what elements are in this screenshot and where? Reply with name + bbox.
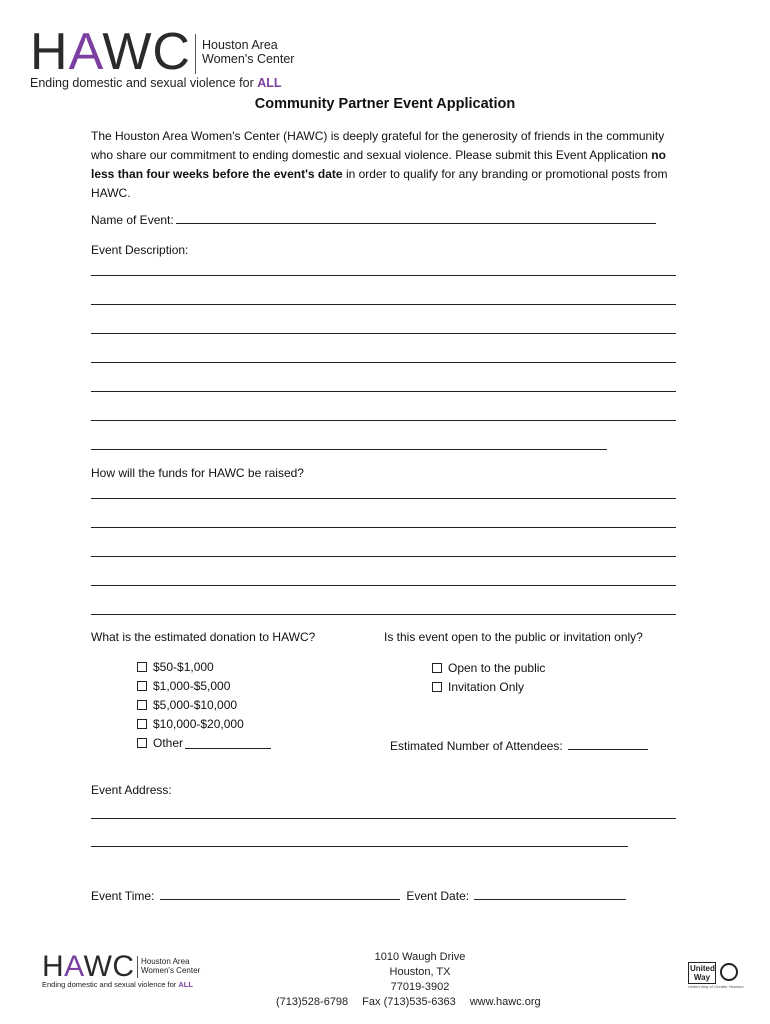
name-of-event-label: Name of Event: bbox=[91, 213, 656, 227]
event-date-field[interactable] bbox=[474, 889, 626, 900]
logo-org-name: Houston Area Women's Center bbox=[202, 38, 295, 66]
description-line[interactable] bbox=[91, 449, 607, 450]
access-option[interactable]: Invitation Only bbox=[432, 680, 524, 694]
event-address-label: Event Address: bbox=[91, 783, 172, 797]
name-of-event-field[interactable] bbox=[176, 213, 656, 224]
address-line[interactable] bbox=[91, 846, 628, 847]
funds-line[interactable] bbox=[91, 498, 676, 499]
footer-address: 1010 Waugh Drive Houston, TX 77019-3902 bbox=[374, 951, 466, 993]
description-line[interactable] bbox=[91, 275, 676, 276]
description-line[interactable] bbox=[91, 333, 676, 334]
footer-website: www.hawc.org bbox=[469, 996, 541, 1008]
hawc-logo bbox=[30, 23, 330, 92]
other-amount-field[interactable] bbox=[185, 738, 271, 749]
footer-logo-wordmark: HAWC bbox=[42, 950, 135, 983]
checkbox-icon[interactable] bbox=[137, 719, 147, 729]
footer-contact bbox=[276, 996, 555, 1008]
united-way-logo: United Way United Way of Greater Houston bbox=[688, 964, 744, 989]
logo-wordmark: HAWC bbox=[30, 23, 191, 81]
funds-line[interactable] bbox=[91, 527, 676, 528]
checkbox-icon[interactable] bbox=[432, 682, 442, 692]
funds-line[interactable] bbox=[91, 585, 676, 586]
logo-tagline: Ending domestic and sexual violence for ALL bbox=[30, 76, 282, 90]
donation-option[interactable]: $5,000-$10,000 bbox=[137, 698, 237, 712]
attendees-label: Estimated Number of Attendees: bbox=[390, 739, 648, 753]
donation-option[interactable]: $50-$1,000 bbox=[137, 660, 214, 674]
attendees-field[interactable] bbox=[568, 739, 648, 750]
description-line[interactable] bbox=[91, 391, 676, 392]
description-line[interactable] bbox=[91, 362, 676, 363]
footer-hawc-logo: HAWC Houston Area Women's Center Ending domestic and sexual violence for ALL bbox=[42, 950, 201, 989]
event-date-label: Event Date: bbox=[406, 889, 470, 903]
event-description-label: Event Description: bbox=[91, 243, 189, 257]
checkbox-icon[interactable] bbox=[137, 738, 147, 748]
footer-fax: Fax (713)535-6363 bbox=[362, 996, 456, 1008]
donation-option[interactable]: $10,000-$20,000 bbox=[137, 717, 244, 731]
united-way-emblem-icon bbox=[720, 963, 738, 981]
donation-question-label: What is the estimated donation to HAWC? bbox=[91, 630, 316, 644]
access-question-label: Is this event open to the public or invitation only? bbox=[384, 630, 643, 644]
funds-line[interactable] bbox=[91, 556, 676, 557]
access-option[interactable]: Open to the public bbox=[432, 661, 545, 675]
donation-option-other[interactable]: Other bbox=[137, 736, 271, 750]
funds-question-label: How will the funds for HAWC be raised? bbox=[91, 466, 304, 480]
checkbox-icon[interactable] bbox=[137, 662, 147, 672]
logo-divider bbox=[195, 34, 196, 74]
description-line[interactable] bbox=[91, 420, 676, 421]
funds-line[interactable] bbox=[91, 614, 676, 615]
event-time-field[interactable] bbox=[160, 889, 400, 900]
page-title: Community Partner Event Application bbox=[254, 96, 516, 112]
description-line[interactable] bbox=[91, 304, 676, 305]
footer-phone: (713)528-6798 bbox=[276, 996, 349, 1008]
checkbox-icon[interactable] bbox=[137, 681, 147, 691]
checkbox-icon[interactable] bbox=[137, 700, 147, 710]
checkbox-icon[interactable] bbox=[432, 663, 442, 673]
event-time-label: Event Time: Event Date: bbox=[91, 889, 626, 903]
address-line[interactable] bbox=[91, 818, 676, 819]
donation-option[interactable]: $1,000-$5,000 bbox=[137, 679, 230, 693]
intro-paragraph: The Houston Area Women's Center (HAWC) is deeply grateful for the generosity of friends in the community who share our commitment to ending domestic and sexual violence. Please submit this Event Application no less than four weeks before the event's date in order to qualify for any branding or promotional posts from HAWC. bbox=[91, 129, 668, 200]
